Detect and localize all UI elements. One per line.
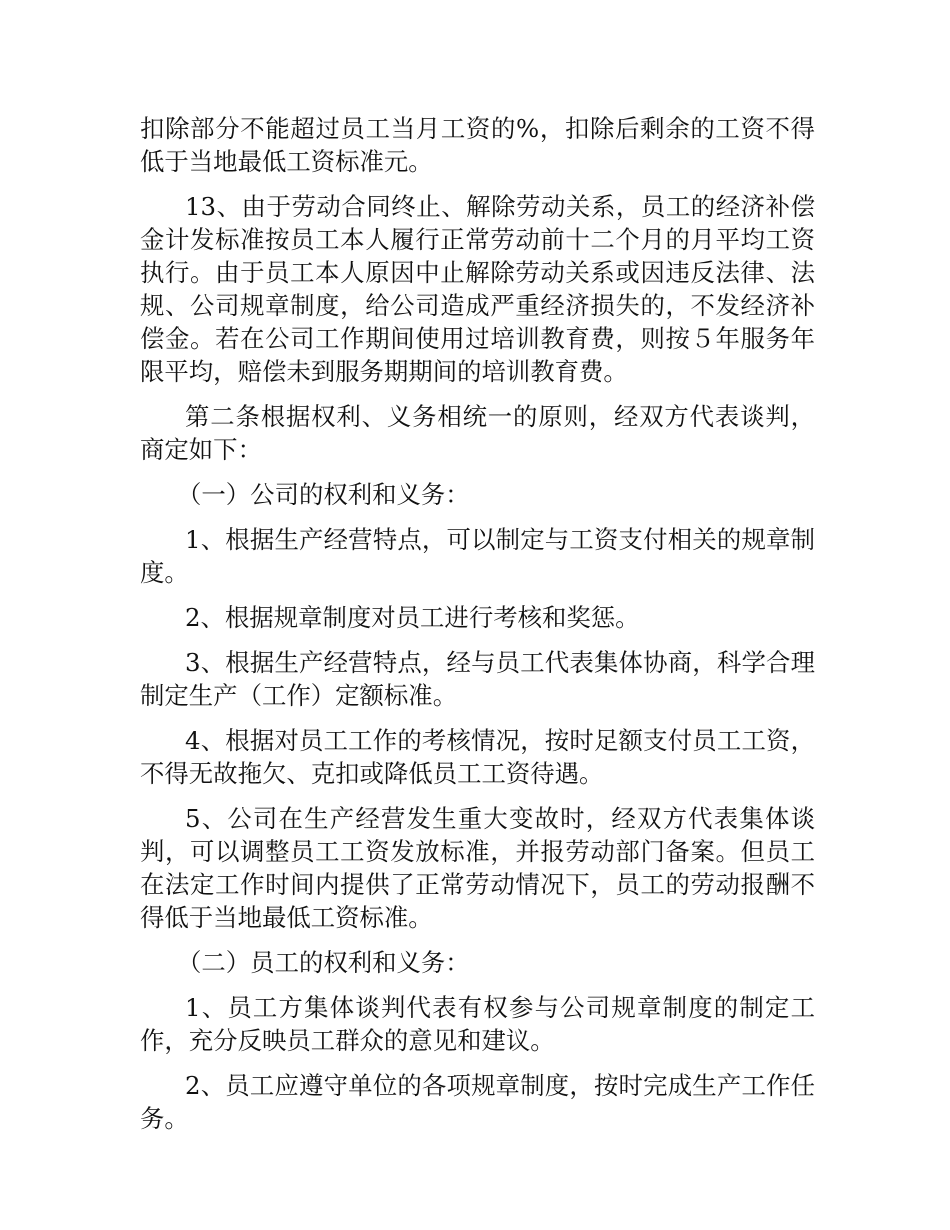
list-item-company-4: 4、根据对员工工作的考核情况，按时足额支付员工工资，不得无故拖欠、克扣或降低员工工资待遇。 [140,726,815,788]
section-heading-employee-rights: （二）员工的权利和义务： [177,948,470,977]
paragraph-deduction-limit: 扣除部分不能超过员工当月工资的%，扣除后剩余的工资不得低于当地最低工资标准元。 [140,114,815,176]
list-item-company-3: 3、根据生产经营特点，经与员工代表集体协商，科学合理制定生产（工作）定额标准。 [140,648,815,710]
list-item-employee-2: 2、员工应遵守单位的各项规章制度，按时完成生产工作任务。 [140,1071,815,1133]
section-heading-company-rights: （一）公司的权利和义务： [177,480,470,509]
paragraph-item-13-compensation: 13、由于劳动合同终止、解除劳动关系，员工的经济补偿金计发标准按员工本人履行正常劳动前十二个月的月平均工资执行。由于员工本人原因中止解除劳动关系或因违反法律、法规、公司规章制度，给公司造成严重经济损失的，不发经济补偿金。若在公司工作期间使用过培训教育费，则按５年服务年限平均，赔偿未到服务期期间的培训教育费。 [140,192,815,386]
list-item-company-5: 5、公司在生产经营发生重大变故时，经双方代表集体谈判，可以调整员工工资发放标准，并报劳动部门备案。但员工在法定工作时间内提供了正常劳动情况下，员工的劳动报酬不得低于当地最低工资标准。 [140,804,815,932]
document-page [140,112,815,1147]
paragraph-article-2: 第二条根据权利、义务相统一的原则，经双方代表谈判，商定如下： [140,402,815,464]
list-item-company-1: 1、根据生产经营特点，可以制定与工资支付相关的规章制度。 [140,525,815,587]
list-item-company-2: 2、根据规章制度对员工进行考核和奖惩。 [185,603,640,632]
list-item-employee-1: 1、员工方集体谈判代表有权参与公司规章制度的制定工作，充分反映员工群众的意见和建议。 [140,993,815,1055]
